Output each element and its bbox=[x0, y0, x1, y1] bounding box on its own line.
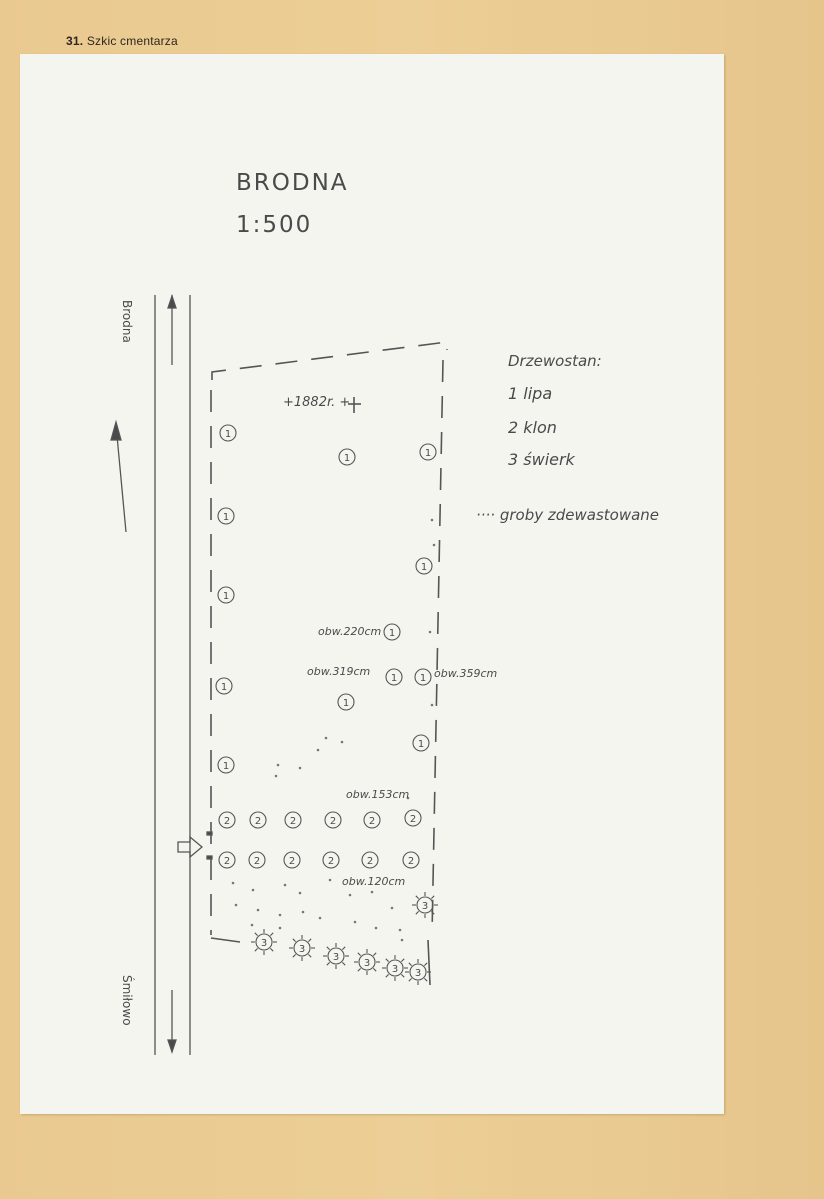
boundary-bottom bbox=[211, 938, 240, 942]
svg-text:1: 1 bbox=[222, 512, 230, 523]
map-scale: 1:500 bbox=[236, 212, 313, 238]
svg-text:2: 2 bbox=[329, 816, 337, 827]
damaged-grave-dot bbox=[391, 907, 394, 910]
damaged-grave-dot bbox=[251, 924, 254, 927]
linden-tree-icon bbox=[416, 558, 432, 574]
road-label-brodna: Brodna bbox=[120, 300, 134, 343]
svg-text:1: 1 bbox=[343, 453, 351, 464]
damaged-grave-dot bbox=[399, 929, 402, 932]
maple-tree-icon bbox=[249, 852, 265, 868]
damaged-grave-dot bbox=[235, 904, 238, 907]
damaged-grave-dot bbox=[375, 927, 378, 930]
svg-text:1: 1 bbox=[222, 591, 230, 602]
svg-text:2: 2 bbox=[409, 814, 417, 825]
damaged-grave-dot bbox=[349, 894, 352, 897]
svg-text:2: 2 bbox=[407, 856, 415, 867]
damaged-grave-dot bbox=[401, 939, 404, 942]
maple-tree-icon bbox=[284, 852, 300, 868]
damaged-grave-dot bbox=[257, 909, 260, 912]
damaged-grave-dot bbox=[279, 914, 282, 917]
svg-text:2: 2 bbox=[327, 856, 335, 867]
svg-text:3: 3 bbox=[421, 901, 429, 912]
legend-item-klon: 2 klon bbox=[508, 418, 557, 437]
arrowhead-down-icon bbox=[168, 1040, 176, 1052]
svg-text:1: 1 bbox=[388, 628, 396, 639]
arrowhead-up-icon bbox=[168, 296, 176, 308]
svg-text:1: 1 bbox=[342, 698, 350, 709]
maple-tree-icon bbox=[219, 852, 235, 868]
svg-text:2: 2 bbox=[223, 856, 231, 867]
svg-text:3: 3 bbox=[298, 944, 306, 955]
svg-text:1: 1 bbox=[220, 682, 228, 693]
svg-text:1: 1 bbox=[224, 429, 232, 440]
damaged-grave-dot bbox=[277, 764, 280, 767]
gate-post bbox=[207, 832, 212, 835]
spruce-tree-icon bbox=[354, 949, 380, 975]
damaged-grave-dot bbox=[275, 775, 278, 778]
circumference-label: obw.153cm bbox=[346, 788, 410, 801]
caption-number: 31. bbox=[66, 34, 84, 48]
linden-tree-icon bbox=[415, 669, 431, 685]
maple-tree-icon bbox=[362, 852, 378, 868]
svg-text:2: 2 bbox=[289, 816, 297, 827]
road-label-smilowo: Śmiłowo bbox=[120, 975, 134, 1026]
boundary-corner bbox=[428, 940, 430, 985]
circumference-label: obw.220cm bbox=[318, 625, 382, 638]
svg-text:2: 2 bbox=[368, 816, 376, 827]
maple-tree-icon bbox=[250, 812, 266, 828]
svg-text:3: 3 bbox=[332, 952, 340, 963]
damaged-grave-dot bbox=[252, 889, 255, 892]
svg-text:1: 1 bbox=[222, 761, 230, 772]
damaged-grave-dot bbox=[429, 631, 432, 634]
spruce-tree-icon bbox=[405, 959, 431, 985]
circumference-label: obw.359cm bbox=[434, 667, 498, 680]
svg-text:3: 3 bbox=[363, 958, 371, 969]
svg-text:2: 2 bbox=[366, 856, 374, 867]
svg-text:1: 1 bbox=[419, 673, 427, 684]
svg-text:1: 1 bbox=[424, 448, 432, 459]
spruce-tree-icon bbox=[323, 943, 349, 969]
damaged-grave-dot bbox=[299, 892, 302, 895]
damaged-grave-dot bbox=[302, 911, 305, 914]
maple-tree-icon bbox=[285, 812, 301, 828]
maple-tree-icon bbox=[219, 812, 235, 828]
damaged-grave-dot bbox=[319, 917, 322, 920]
damaged-grave-dot bbox=[354, 921, 357, 924]
maple-tree-icon bbox=[323, 852, 339, 868]
svg-text:3: 3 bbox=[260, 938, 268, 949]
spruce-tree-icon bbox=[382, 955, 408, 981]
gate-post bbox=[207, 856, 212, 859]
maple-tree-icon bbox=[405, 810, 421, 826]
damaged-grave-dot bbox=[431, 519, 434, 522]
linden-tree-icon bbox=[218, 757, 234, 773]
maple-tree-icon bbox=[325, 812, 341, 828]
linden-tree-icon bbox=[386, 669, 402, 685]
linden-tree-icon bbox=[420, 444, 436, 460]
map-title: BRODNA bbox=[236, 170, 349, 196]
linden-tree-icon bbox=[384, 624, 400, 640]
svg-text:1: 1 bbox=[417, 739, 425, 750]
damaged-grave-dot bbox=[284, 884, 287, 887]
damaged-grave-dot bbox=[329, 879, 332, 882]
damaged-grave-dot bbox=[279, 927, 282, 930]
linden-tree-icon bbox=[413, 735, 429, 751]
svg-text:2: 2 bbox=[253, 856, 261, 867]
damaged-grave-dot bbox=[317, 749, 320, 752]
damaged-grave-dot bbox=[299, 767, 302, 770]
svg-text:1: 1 bbox=[390, 673, 398, 684]
linden-tree-icon bbox=[218, 508, 234, 524]
linden-tree-icon bbox=[338, 694, 354, 710]
linden-tree-icon bbox=[339, 449, 355, 465]
svg-text:2: 2 bbox=[223, 816, 231, 827]
svg-text:2: 2 bbox=[254, 816, 262, 827]
caption-text: Szkic cmentarza bbox=[86, 34, 178, 48]
linden-tree-icon bbox=[220, 425, 236, 441]
damaged-grave-dot bbox=[325, 737, 328, 740]
linden-tree-icon bbox=[216, 678, 232, 694]
maple-tree-icon bbox=[403, 852, 419, 868]
legend-item-damaged-graves: ···· groby zdewastowane bbox=[476, 506, 660, 524]
linden-tree-icon bbox=[218, 587, 234, 603]
legend-item-swierk: 3 świerk bbox=[508, 450, 575, 469]
circumference-label: obw.319cm bbox=[307, 665, 371, 678]
legend-heading: Drzewostan: bbox=[508, 352, 602, 370]
damaged-grave-dot bbox=[433, 544, 436, 547]
svg-text:3: 3 bbox=[414, 968, 422, 979]
svg-text:2: 2 bbox=[288, 856, 296, 867]
direction-arrow-icon bbox=[116, 425, 126, 532]
spruce-tree-icon bbox=[289, 935, 315, 961]
svg-text:1: 1 bbox=[420, 562, 428, 573]
circumference-label: obw.120cm bbox=[342, 875, 406, 888]
svg-text:3: 3 bbox=[391, 964, 399, 975]
maple-tree-icon bbox=[364, 812, 380, 828]
spruce-tree-icon bbox=[412, 892, 438, 918]
grave-cross-label: +1882r. + bbox=[283, 395, 351, 410]
damaged-grave-dot bbox=[232, 882, 235, 885]
boundary-top bbox=[212, 342, 447, 380]
damaged-grave-dot bbox=[431, 704, 434, 707]
legend-item-lipa: 1 lipa bbox=[508, 384, 553, 403]
damaged-grave-dot bbox=[371, 891, 374, 894]
damaged-grave-dot bbox=[341, 741, 344, 744]
direction-arrowhead-icon bbox=[111, 422, 121, 440]
spruce-tree-icon bbox=[251, 929, 277, 955]
